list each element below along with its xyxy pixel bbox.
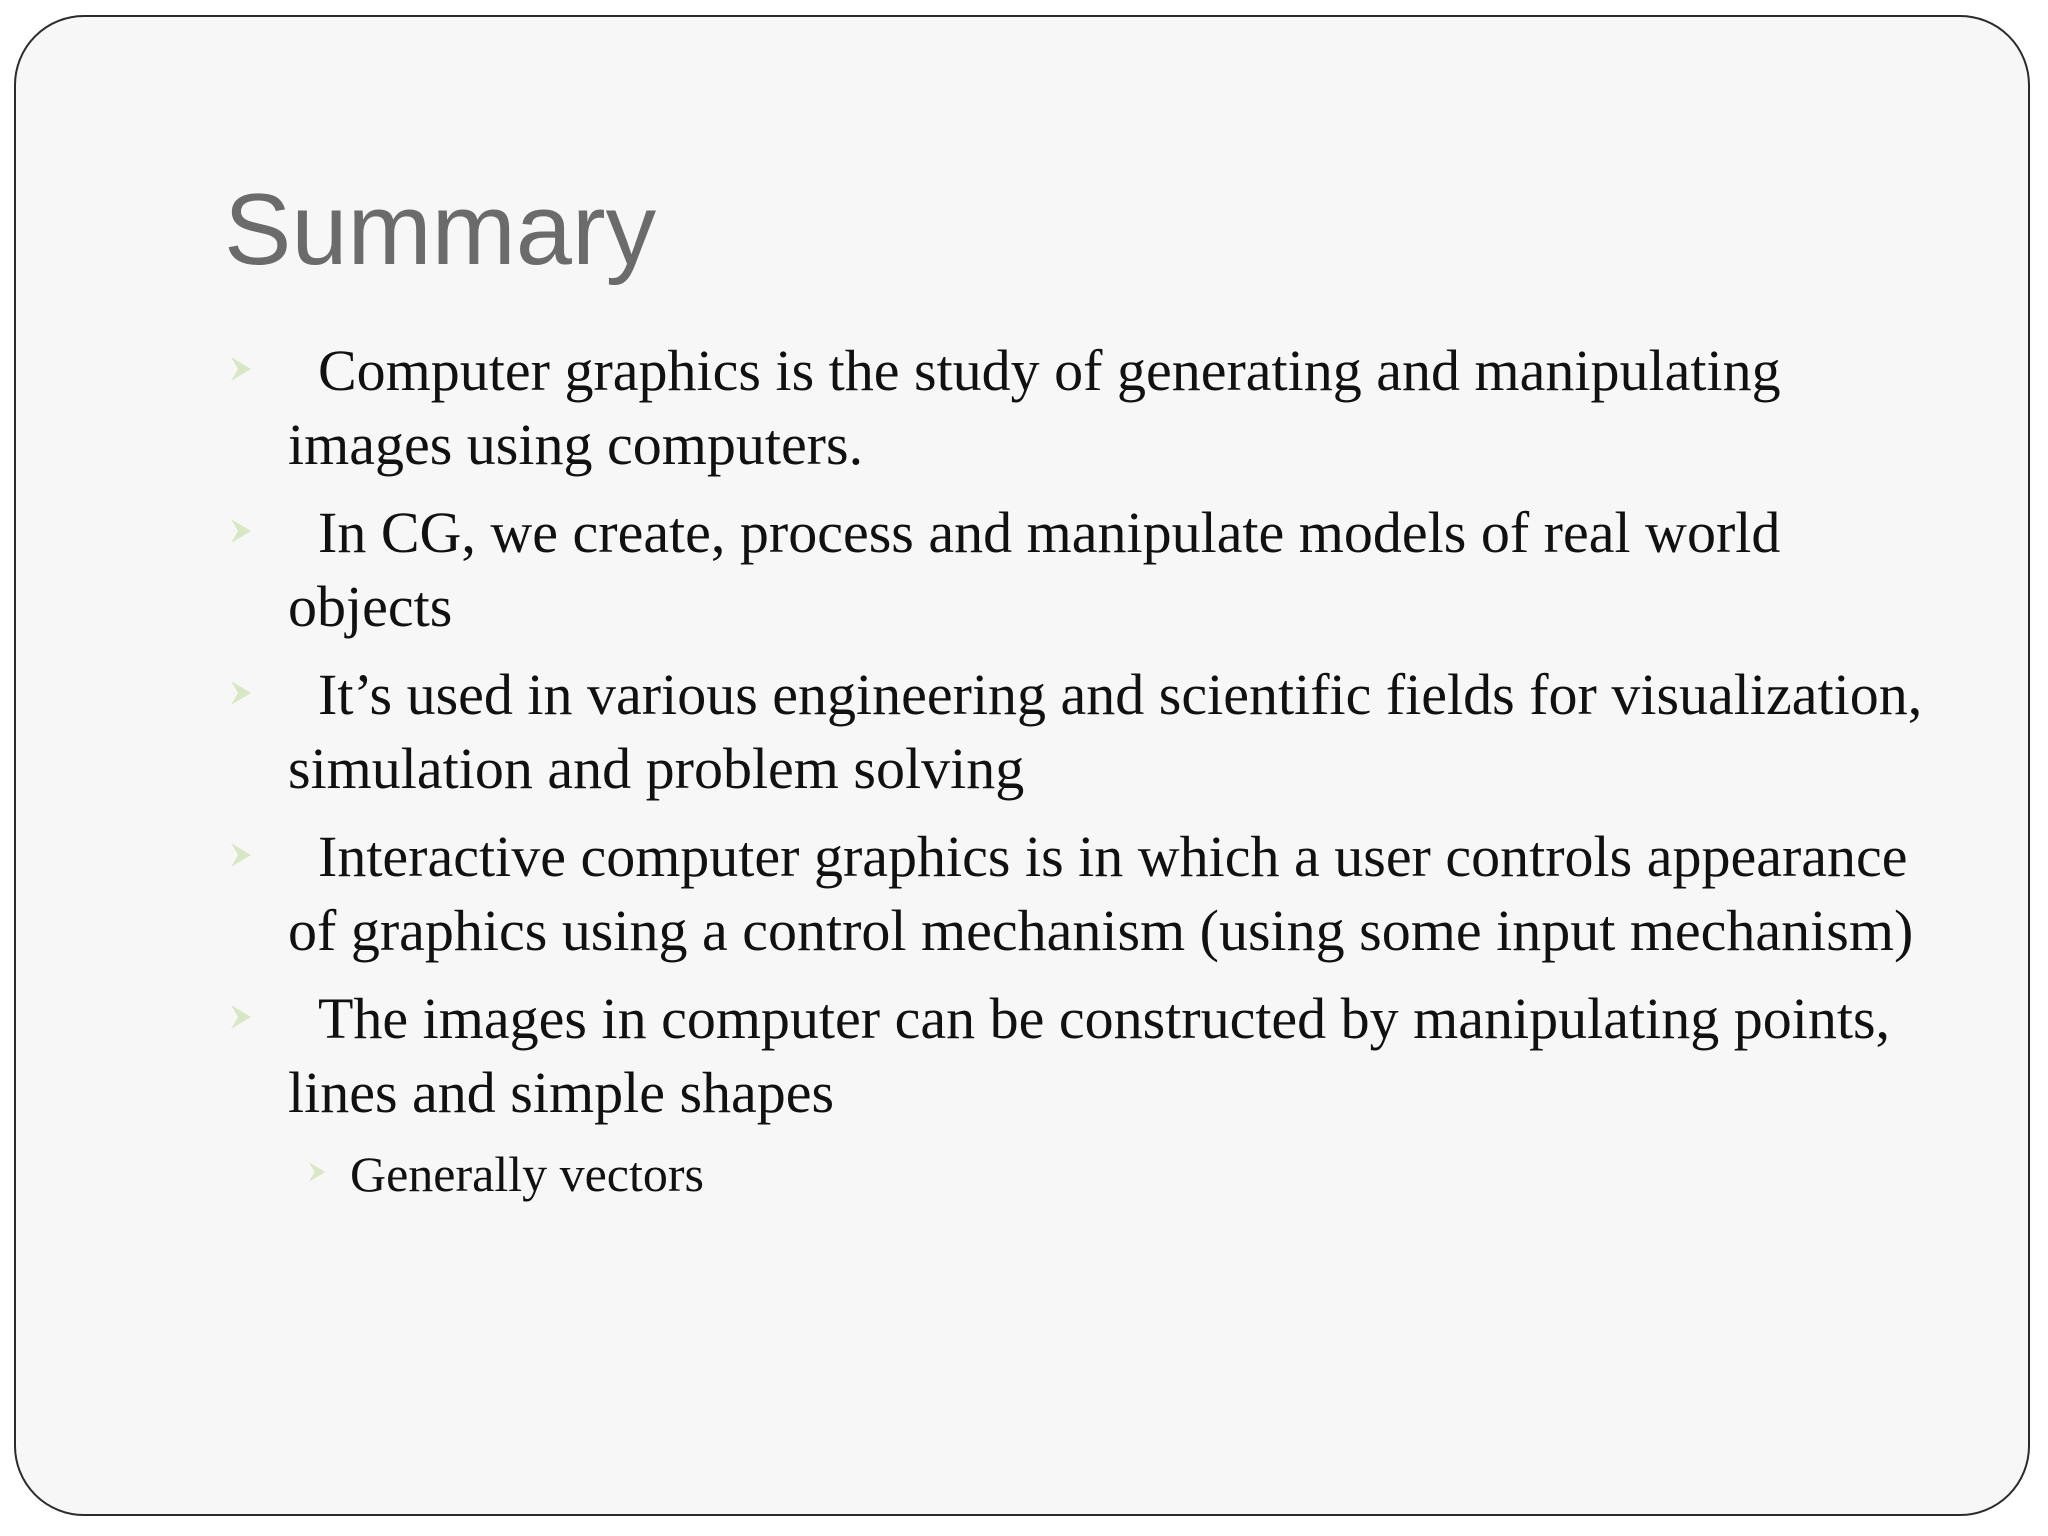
arrowhead-bullet-icon [230, 680, 252, 706]
arrowhead-bullet-icon [230, 1004, 252, 1030]
bullet-text: Generally vectors [350, 1146, 705, 1202]
bullet-item [0, 982, 2048, 1130]
arrowhead-bullet-icon [230, 842, 252, 868]
sub-bullet-item [0, 1140, 2048, 1208]
bullet-text: It’s used in various engineering and scientific fields for visualization, simulation and problem solving [288, 662, 1923, 801]
bullet-item [0, 658, 2048, 806]
bullet-text: Interactive computer graphics is in which a user controls appearance of graphics using a control mechanism (using some input mechanism) [288, 824, 1914, 963]
bullet-item [0, 496, 2048, 644]
bullet-text: In CG, we create, process and manipulate models of real world objects [288, 500, 1781, 639]
bullet-text: Computer graphics is the study of generating and manipulating images using computers. [288, 338, 1781, 477]
arrowhead-bullet-icon [308, 1161, 326, 1183]
bullet-text: The images in computer can be constructed by manipulating points, lines and simple shapes [288, 986, 1891, 1125]
arrowhead-bullet-icon [230, 356, 252, 382]
bullet-item [0, 820, 2048, 968]
slide-title: Summary [224, 174, 657, 286]
bullet-list [0, 334, 2048, 1222]
bullet-item [0, 334, 2048, 482]
arrowhead-bullet-icon [230, 518, 252, 544]
